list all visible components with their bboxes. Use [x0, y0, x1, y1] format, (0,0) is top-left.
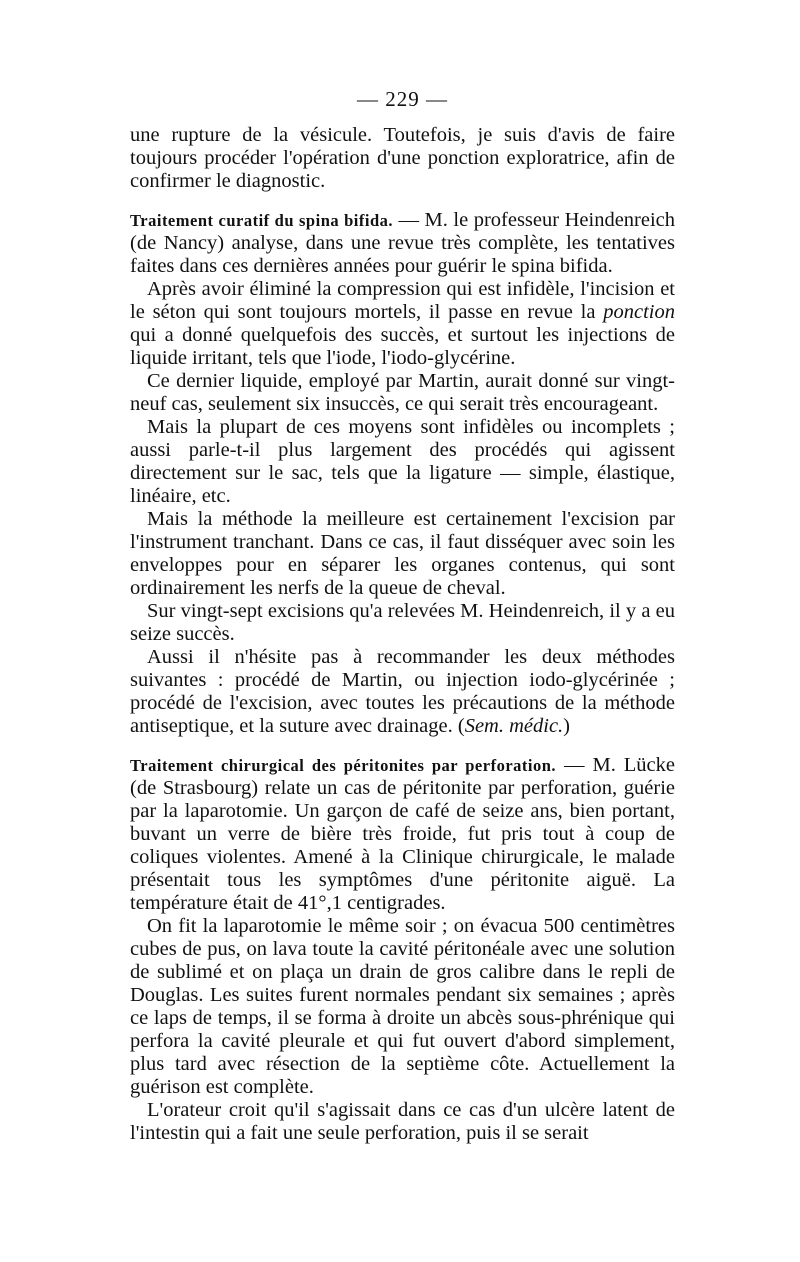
text-run: Après avoir éliminé la compression qui est infidèle, l'incision et le séton qui sont toujours mortels, il passe en revue la [130, 278, 675, 323]
paragraph: L'orateur croit qu'il s'agissait dans ce cas d'un ulcère latent de l'intestin qui a fait une seule perforation, puis il se serait [130, 1099, 675, 1144]
section-peritonites [130, 754, 675, 1145]
paragraph: Mais la méthode la meilleure est certainement l'excision par l'instrument tranchant. Dans ce cas, il faut disséquer avec soin les enveloppes pour en séparer les organes contenus, qui sont ordinairement les nerfs de la queue de cheval. [130, 508, 675, 599]
paragraph: Ce dernier liquide, employé par Martin, aurait donné sur vingt-neuf cas, seulement six insuccès, ce qui serait très encourageant. [130, 370, 675, 415]
paragraph: Sur vingt-sept excisions qu'a relevées M. Heindenreich, il y a eu seize succès. [130, 600, 675, 645]
paragraph [130, 278, 675, 370]
continued-paragraph: une rupture de la vésicule. Toutefois, je suis d'avis de faire toujours procéder l'opération d'une ponction exploratrice, afin de confirmer le diagnostic. [130, 124, 675, 192]
paragraph: Mais la plupart de ces moyens sont infidèles ou incomplets ; aussi parle-t-il plus largement des procédés qui agissent directement sur le sac, tels que la ligature — simple, élastique, linéaire, etc. [130, 416, 675, 507]
section-intro-paragraph [130, 754, 675, 915]
citation-text: Sem. médic. [464, 715, 564, 737]
book-page [130, 84, 675, 1145]
paragraph: On fit la laparotomie le même soir ; on évacua 500 centimètres cubes de pus, on lava toute la cavité péritonéale avec une solution de sublimé et on plaça un drain de gros calibre dans le repli de Douglas. Les suites furent normales pendant six semaines ; après ce laps de temps, il se forma à droite un abcès sous-phrénique qui perfora la cavité pleurale et qui fut ouvert d'abord simplement, plus tard avec résection de la septième côte. Actuellement la guérison est complète. [130, 915, 675, 1098]
text-run: Aussi il n'hésite pas à recommander les deux méthodes suivantes : procédé de Martin, ou injection iodo-glycérinée ; procédé de l'excision, avec toutes les précautions de la méthode antiseptique, et la suture avec drainage. ( [130, 646, 675, 737]
heading-dash: — [556, 754, 593, 776]
section-spina-bifida [130, 209, 675, 738]
section-heading: Traitement chirurgical des péritonites par perforation. [130, 756, 557, 775]
heading-dash: — [393, 209, 425, 231]
page-number: — 229 — [357, 87, 448, 111]
emphasis-text: ponction [603, 301, 675, 323]
text-run: ) [563, 715, 570, 737]
section-heading: Traitement curatif du spina bifida. [130, 211, 394, 230]
section-intro-text: M. Lücke (de Strasbourg) relate un cas de péritonite par perforation, guérie par la laparotomie. Un garçon de café de seize ans, bien portant, buvant un verre de bière très froide, fut pris tout à coup de coliques violentes. Amené à la Clinique chirurgicale, le malade présentait tous les symptômes d'une péritonite aiguë. La température était de 41°,1 centigrades. [130, 754, 676, 914]
section-intro-text: M. le professeur Heindenreich (de Nancy) analyse, dans une revue très complète, les tentatives faites dans ces dernières années pour guérir le spina bifida. [130, 209, 676, 277]
paragraph [130, 646, 675, 738]
section-intro-paragraph [130, 209, 675, 278]
text-run: qui a donné quelquefois des succès, et surtout les injections de liquide irritant, tels que l'iode, l'iodo-glycérine. [130, 324, 675, 369]
